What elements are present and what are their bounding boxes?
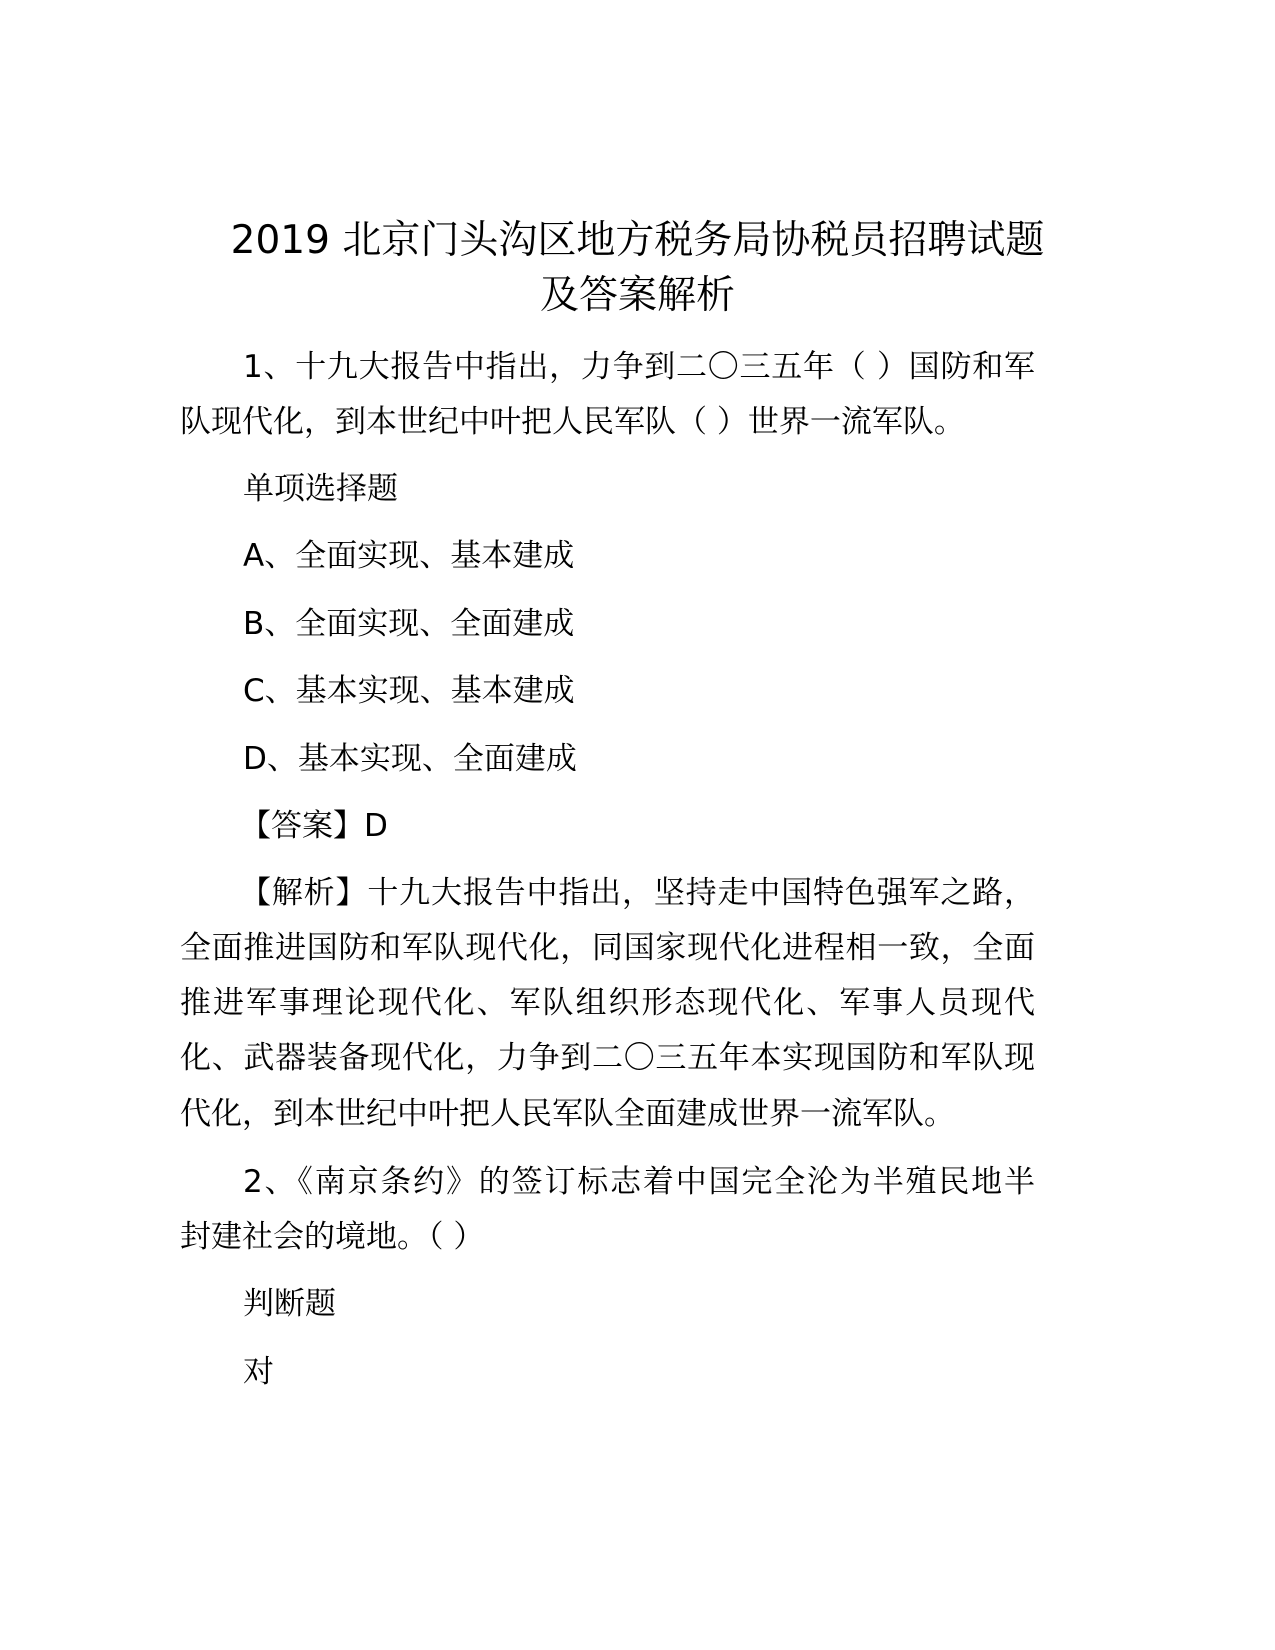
question-1-line-2: 队现代化，到本世纪中叶把人民军队（ ）世界一流军队。 [180, 404, 965, 440]
analysis-line-5: 代化，到本世纪中叶把人民军队全面建成世界一流军队。 [180, 1096, 955, 1132]
question-2-line-2: 封建社会的境地。（ ） [180, 1219, 485, 1255]
question-1-line-1: 1、十九大报告中指出，力争到二〇三五年（ ）国防和军 [243, 349, 1035, 385]
option-c: C、基本实现、基本建成 [243, 673, 575, 709]
option-a: A、全面实现、基本建成 [243, 538, 575, 574]
option-d: D、基本实现、全面建成 [243, 741, 577, 777]
analysis-line-4: 化、武器装备现代化，力争到二〇三五年本实现国防和军队现 [180, 1040, 1035, 1076]
question-1-answer: 【答案】D [240, 808, 388, 844]
analysis-line-3: 推进军事理论现代化、军队组织形态现代化、军事人员现代 [180, 985, 1035, 1021]
question-2-line-1: 2、《南京条约》的签订标志着中国完全沦为半殖民地半 [243, 1164, 1035, 1200]
title-line-1: 2019 北京门头沟区地方税务局协税员招聘试题 [230, 218, 1045, 263]
question-1-type: 单项选择题 [243, 471, 398, 507]
document-title [150, 213, 1125, 323]
option-b: B、全面实现、全面建成 [243, 606, 575, 642]
title-line-2: 及答案解析 [539, 273, 735, 318]
question-2-option-true: 对 [243, 1354, 274, 1390]
question-2-type: 判断题 [243, 1286, 336, 1322]
analysis-line-2: 全面推进国防和军队现代化，同国家现代化进程相一致，全面 [180, 930, 1035, 966]
analysis-line-1: 【解析】十九大报告中指出，坚持走中国特色强军之路， [240, 875, 1035, 911]
